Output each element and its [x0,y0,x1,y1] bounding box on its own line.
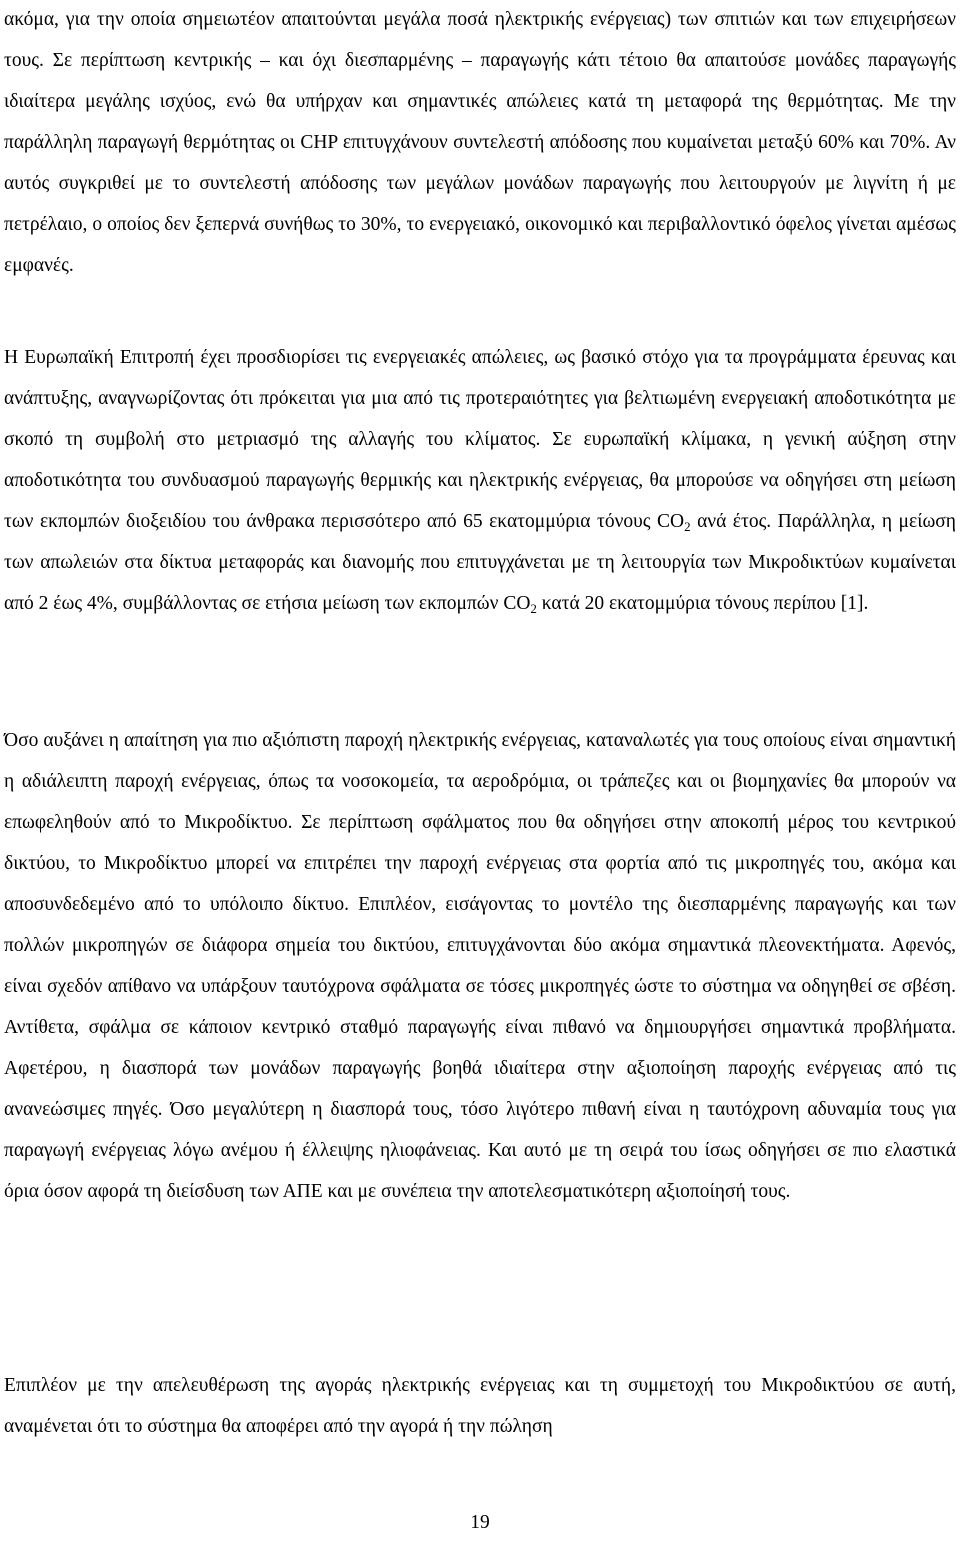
text-run: ανά έτος. Παράλληλα, η μείωση των απωλειών στα δίκτυα μεταφοράς και διανομής που επιτυγχάνεται με τη λειτουργία των Μικροδικτύων κυμαίνεται από 2 έως 4%, συμβάλλοντας σε ετήσια μείωση των εκπομπών CO [4,511,956,614]
page-number: 19 [470,1512,490,1533]
text-run: Η Ευρωπαϊκή Επιτροπή έχει προσδιορίσει τις ενεργειακές απώλειες, ως βασικό στόχο για τα προγράμματα έρευνας και ανάπτυξης, αναγνωρίζοντας ότι πρόκειται για μια από τις προτεραιότητες για βελτιωμένη ενεργειακή αποδοτικότητα με σκοπό τη συμβολή στο μετριασμό της αλλαγής του κλίματος. Σε ευρωπαϊκή κλίμακα, η γενική αύξηση στην αποδοτικότητα του συνδυασμού παραγωγής θερμικής και ηλεκτρικής ενέργειας, θα μπορούσε να οδηγήσει στη μείωση των εκπομπών διοξειδίου του άνθρακα περισσότερο από 65 εκατομμύρια τόνους CO [4,347,956,532]
paragraph-4 [4,1365,956,1447]
text-run: Όσο αυξάνει η απαίτηση για πιο αξιόπιστη παροχή ηλεκτρικής ενέργειας, καταναλωτές για τους οποίους είναι σημαντική η αδιάλειπτη παροχή ενέργειας, όπως τα νοσοκομεία, τα αεροδρόμια, οι τράπεζες και οι βιομηχανίες θα μπορούν να επωφεληθούν από το Μικροδίκτυο. Σε περίπτωση σφάλματος που θα οδηγήσει στην αποκοπή μέρος του κεντρικού δικτύου, το Μικροδίκτυο μπορεί να επιτρέπει την παροχή ενέργειας στα φορτία από τις μικροπηγές του, ακόμα και αποσυνδεδεμένο από το υπόλοιπο δίκτυο. Επιπλέον, εισάγοντας το μοντέλο της διεσπαρμένης παραγωγής και των πολλών μικροπηγών σε διάφορα σημεία του δικτύου, επιτυγχάνονται δύο ακόμα σημαντικά πλεονεκτήματα. Αφενός, είναι σχεδόν απίθανο να υπάρξουν ταυτόχρονα σφάλματα σε τόσες μικροπηγές ώστε το σύστημα να οδηγηθεί σε σβέση. Αντίθετα, σφάλμα σε κάποιον κεντρικό σταθμό παραγωγής είναι πιθανό να δημιουργήσει σημαντικά προβλήματα. Αφετέρου, η διασπορά των μονάδων παραγωγής βοηθά ιδιαίτερα στην αξιοποίηση παροχής ενέργειας από τις ανανεώσιμες πηγές. Όσο μεγαλύτερη η διασπορά τους, τόσο λιγότερο πιθανή είναι η ταυτόχρονη αδυναμία τους για παραγωγή ενέργειας λόγω ανέμου ή έλλειψης ηλιοφάνειας. Και αυτό με τη σειρά του ίσως οδηγήσει σε πιο ελαστικά όρια όσον αφορά τη διείσδυση των ΑΠΕ και με συνέπεια την αποτελεσματικότερη αξιοποίησή τους. [4,730,956,1202]
text-run: ακόμα, για την οποία σημειωτέον απαιτούνται μεγάλα ποσά ηλεκτρικής ενέργειας) των σπιτιών και των επιχειρήσεων τους. Σε περίπτωση κεντρικής – και όχι διεσπαρμένης – παραγωγής κάτι τέτοιο θα απαιτούσε μονάδες παραγωγής ιδιαίτερα μεγάλης ισχύος, ενώ θα υπήρχαν και σημαντικές απώλειες κατά τη μεταφορά της θερμότητας. Με την παράλληλη παραγωγή θερμότητας οι CHP επιτυγχάνουν συντελεστή απόδοσης που κυμαίνεται μεταξύ 60% και 70%. Αν αυτός συγκριθεί με το συντελεστή απόδοσης των μεγάλων μονάδων παραγωγής που λειτουργούν με λιγνίτη ή με πετρέλαιο, ο οποίος δεν ξεπερνά συνήθως το 30%, το ενεργειακό, οικονομικό και περιβαλλοντικό όφελος γίνεται αμέσως εμφανές. [4,9,956,276]
paragraph-1 [4,0,956,286]
subscript: 2 [684,519,691,534]
text-run: Επιπλέον με την απελευθέρωση της αγοράς ηλεκτρικής ενέργειας και τη συμμετοχή του Μικροδικτύου σε αυτή, αναμένεται ότι το σύστημα θα αποφέρει από την αγορά ή την πώληση [4,1375,956,1437]
text-run: κατά 20 εκατομμύρια τόνους περίπου [1]. [536,593,869,614]
paragraph-2 [4,337,956,624]
paragraph-3 [4,720,956,1212]
subscript: 2 [530,601,537,616]
